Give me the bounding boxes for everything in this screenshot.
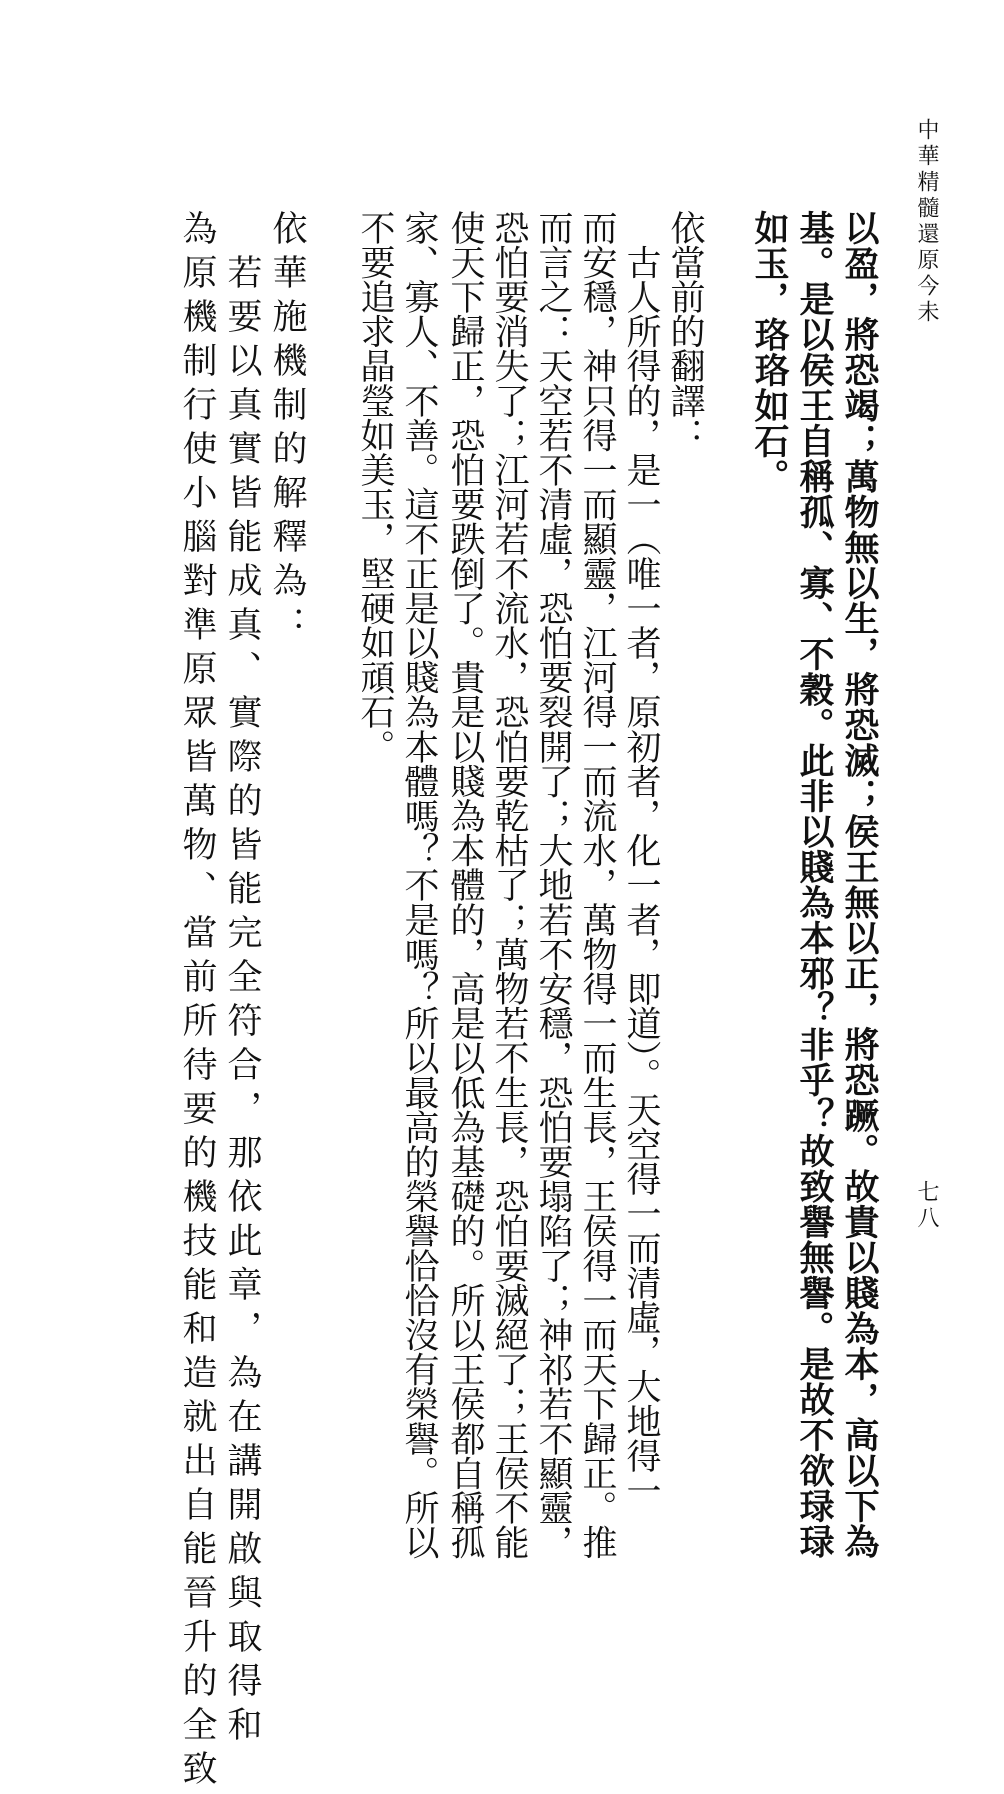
translation-line: 恐怕要消失了；江河若不流水，恐怕要乾枯了；萬物若不生長，恐怕要滅絕了；王侯不能 — [489, 210, 529, 1560]
interpretation-heading: 依華施機制的解釋為： — [267, 210, 307, 650]
translation-line: 不要追求晶瑩如美玉，堅硬如頑石。 — [355, 210, 395, 764]
translation-line: 家、寡人、不善。這不正是以賤為本體嗎？不是嗎？所以最高的榮譽恰恰沒有榮譽。所以 — [399, 210, 439, 1560]
translation-line: 使天下歸正，恐怕要跌倒了。貴是以賤為本體的，高是以低為基礎的。所以王侯都自稱孤 — [445, 210, 485, 1560]
quote-line: 基。是以侯王自稱孤、寡、不穀。此非以賤為本邪？非乎？故致譽無譽。是故不欲琭琭 — [794, 210, 835, 1559]
page-number: 七八 — [914, 1180, 939, 1232]
book-title: 中華精髓還原今未 — [914, 118, 939, 326]
translation-line: 古人所得的，是一（唯一者，原初者，化一者，即道）。天空得一而清虛，大地得一 — [621, 210, 661, 1508]
quote-line: 以盈，將恐竭；萬物無以生，將恐滅；侯王無以正，將恐蹶。故貴以賤為本，高以下為 — [839, 210, 880, 1559]
translation-line: 而言之：天空若不清虛，恐怕要裂開了；大地若不安穩，恐怕要塌陷了；神祁若不顯靈， — [533, 210, 573, 1560]
translation-heading: 依當前的翻譯： — [665, 210, 705, 453]
interpretation-line: 若要以真實皆能成真、實際的皆能完全符合，那依此章，為在講開啟與取得和 — [222, 210, 262, 1750]
interpretation-line: 為原機制行使小腦對準原眾皆萬物、當前所待要的機技能和造就出自能晉升的全致 — [177, 210, 217, 1794]
translation-line: 而安穩，神只得一而顯靈，江河得一而流水，萬物得一而生長，王侯得一而天下歸正。推 — [577, 210, 617, 1560]
quote-line: 如玉，珞珞如石。 — [749, 210, 790, 494]
